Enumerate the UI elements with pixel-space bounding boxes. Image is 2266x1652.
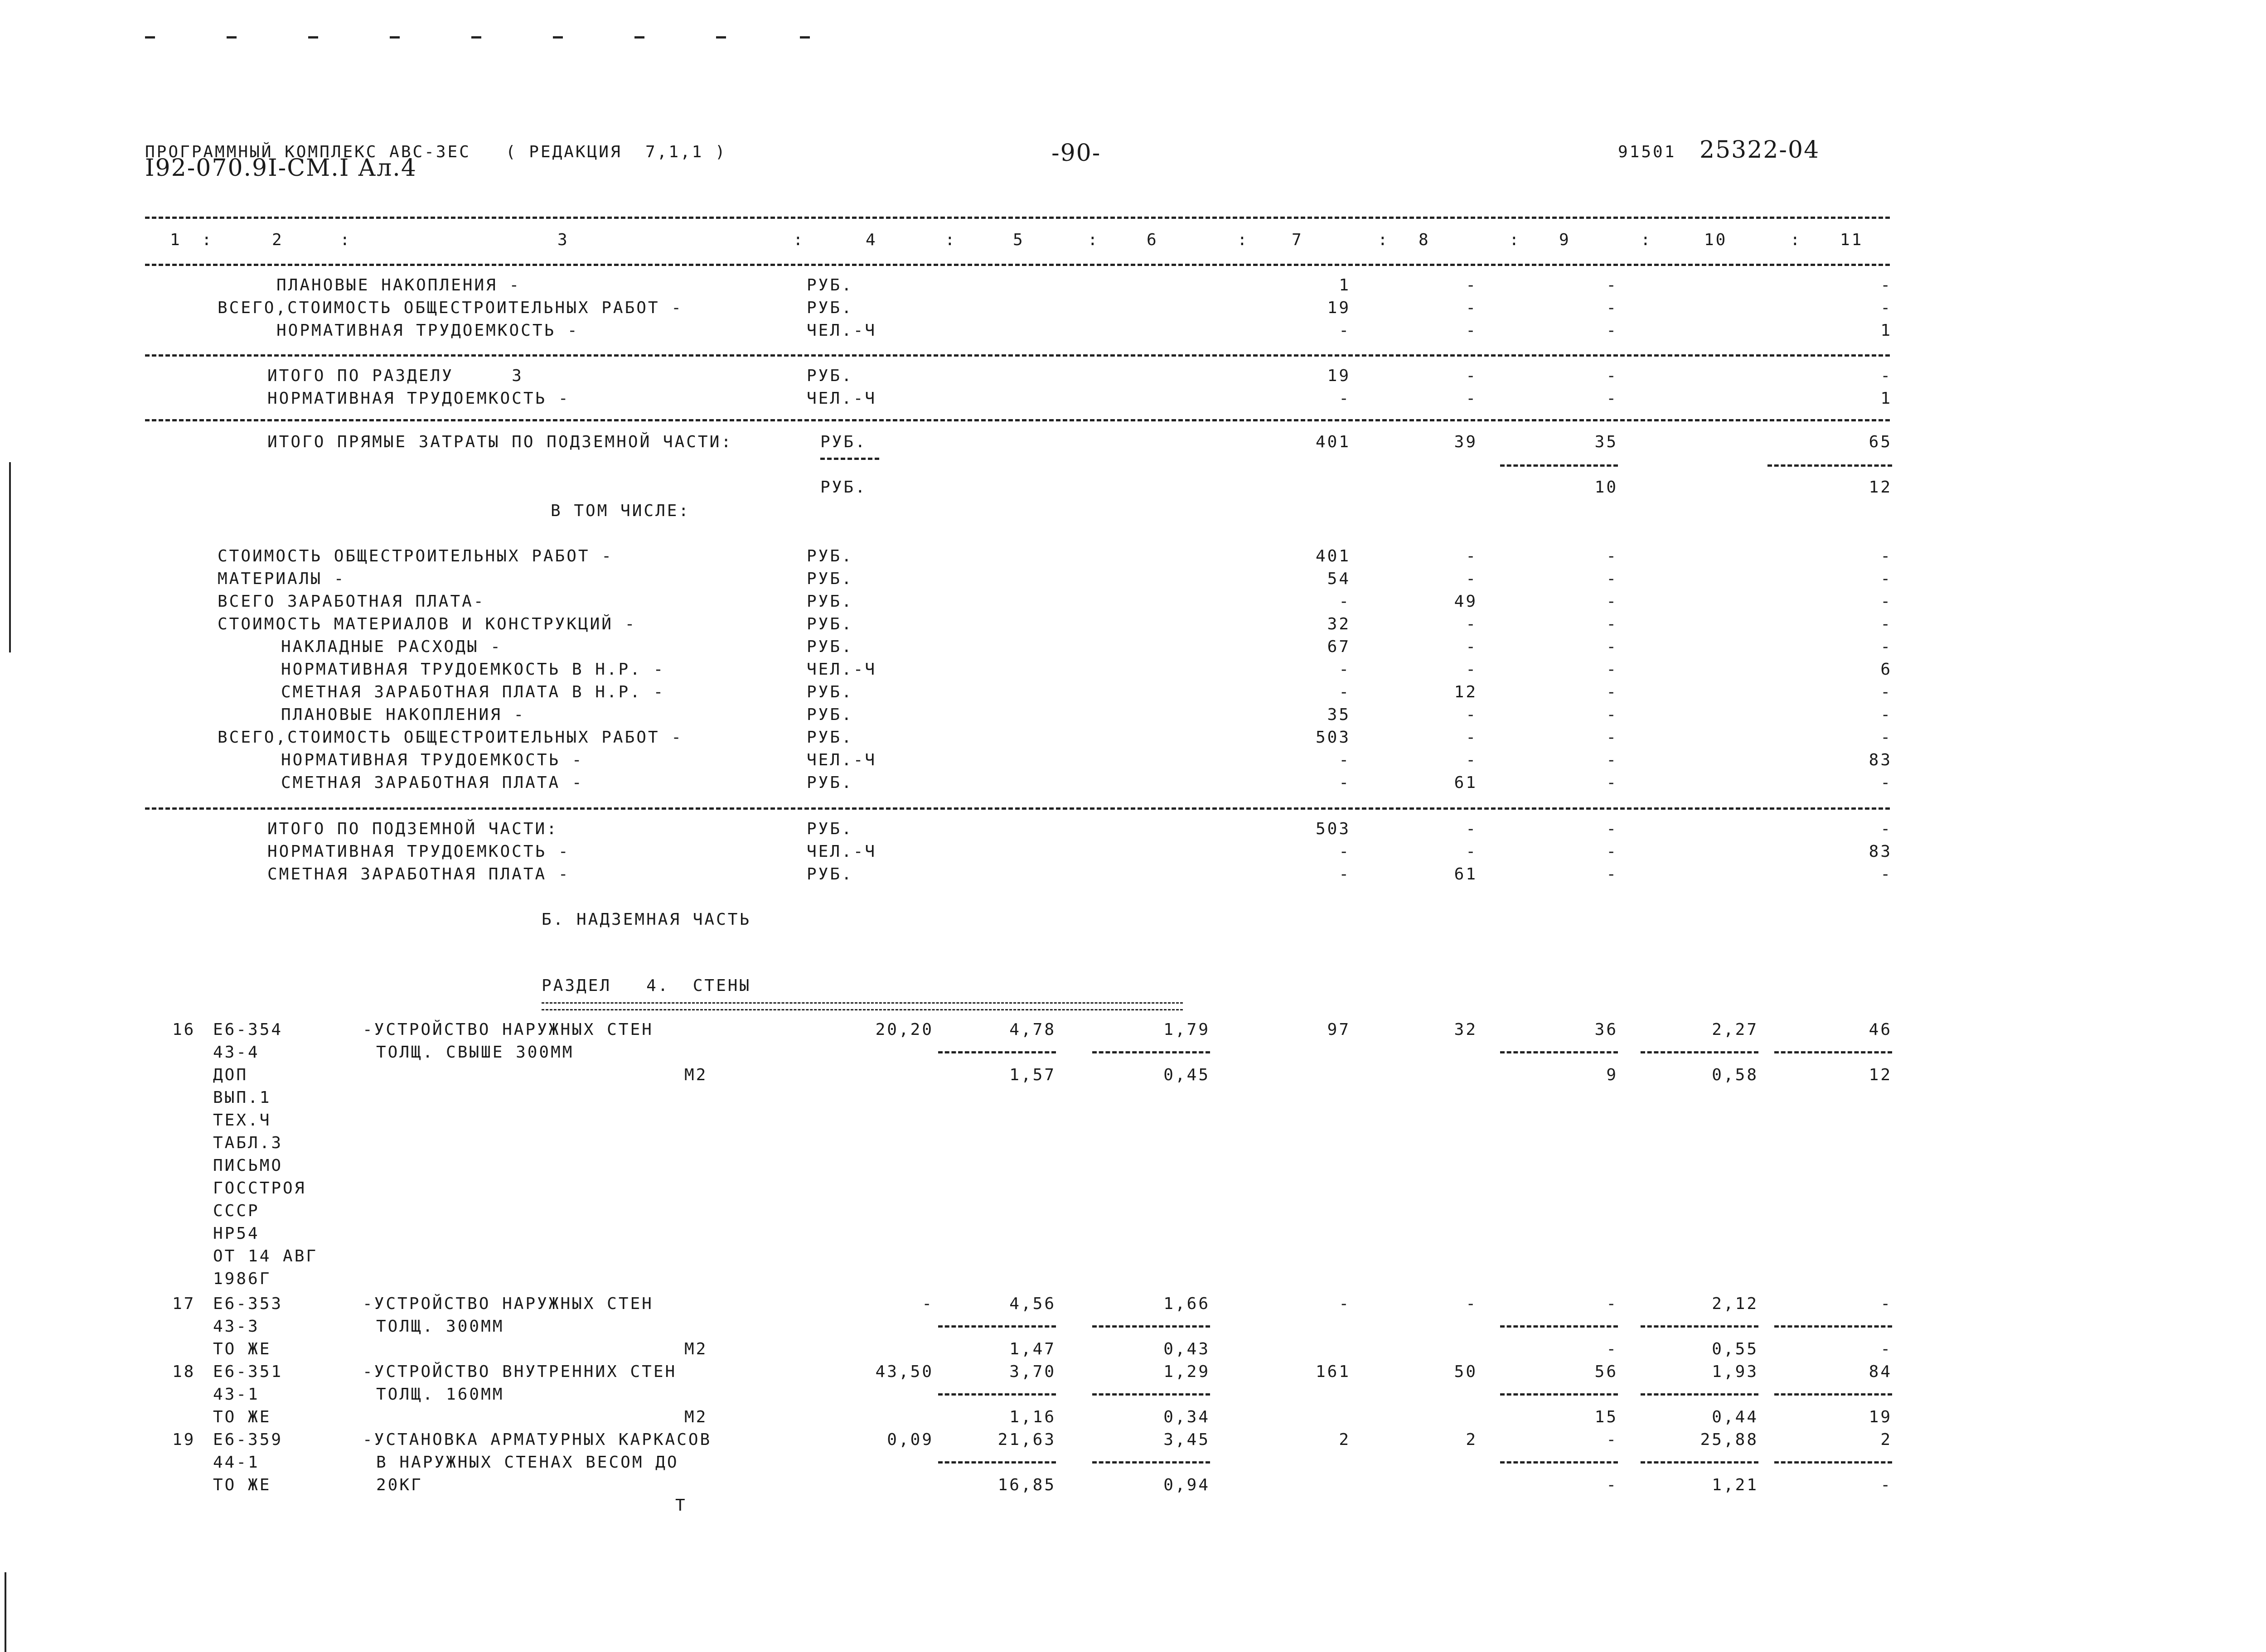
value-c10: 1,93	[1712, 1362, 1758, 1381]
row-label: СМЕТНАЯ ЗАРАБОТНАЯ ПЛАТА В Н.Р. -	[281, 683, 665, 701]
value-c9: -	[1606, 592, 1618, 611]
value-c11: 83	[1869, 842, 1892, 861]
value-c11: -	[1880, 276, 1892, 295]
value-c7: -	[1339, 592, 1351, 611]
row-unit: РУБ.	[807, 728, 853, 747]
value-c11: -	[1880, 683, 1892, 701]
column-header-9: 9	[1559, 231, 1571, 249]
row-unit: РУБ.	[807, 547, 853, 565]
item-code-line: ПИСЬМО	[213, 1156, 283, 1175]
value-c9: -	[1606, 547, 1618, 565]
row-unit: РУБ.	[807, 570, 853, 588]
value-c9: -	[1606, 389, 1618, 408]
row-label: ВСЕГО ЗАРАБОТНАЯ ПЛАТА-	[218, 592, 485, 611]
row-unit: РУБ.	[820, 433, 867, 451]
item-code-line: ТО ЖЕ	[213, 1408, 271, 1426]
rule	[145, 807, 1890, 810]
value-c11: 83	[1869, 751, 1892, 769]
row-label: НОРМАТИВНАЯ ТРУДОЕМКОСТЬ -	[267, 842, 570, 861]
item-name-line: -УСТАНОВКА АРМАТУРНЫХ КАРКАСОВ	[363, 1430, 712, 1449]
row-unit: РУБ.	[807, 683, 853, 701]
row-label: НОРМАТИВНАЯ ТРУДОЕМКОСТЬ -	[267, 389, 570, 408]
value-c9: 56	[1594, 1362, 1618, 1381]
value-c7: 97	[1327, 1020, 1351, 1039]
part-b-heading: Б. НАДЗЕМНАЯ ЧАСТЬ	[542, 910, 751, 929]
value-c8: 61	[1454, 865, 1477, 884]
value-c11: 12	[1869, 478, 1892, 497]
value-c8: -	[1466, 321, 1477, 340]
column-separator: :	[793, 231, 805, 249]
rule	[1774, 1325, 1892, 1328]
column-header-6: 6	[1147, 231, 1158, 249]
column-separator: :	[1509, 231, 1521, 249]
item-name-line: В НАРУЖНЫХ СТЕНАХ ВЕСОМ ДО	[376, 1453, 679, 1472]
item-code-line: ВЫП.1	[213, 1088, 271, 1107]
row-unit: РУБ.	[807, 773, 853, 792]
value-c5b: 1,16	[1009, 1408, 1056, 1426]
value-c7: 503	[1315, 820, 1351, 838]
value-c9: -	[1606, 728, 1618, 747]
value-c7: 19	[1327, 299, 1351, 317]
row-unit: РУБ.	[820, 478, 867, 497]
row-label: ВСЕГО,СТОИМОСТЬ ОБЩЕСТРОИТЕЛЬНЫХ РАБОТ -	[218, 728, 683, 747]
value-c6b: 0,45	[1163, 1066, 1210, 1084]
item-code-line: ДОП	[213, 1066, 248, 1084]
value-c8: -	[1466, 367, 1477, 385]
value-c11: -	[1880, 547, 1892, 565]
row-unit: ЧЕЛ.-Ч	[807, 321, 877, 340]
value-c7: -	[1339, 1295, 1351, 1313]
value-c9: -	[1606, 1430, 1618, 1449]
item-number: 16	[172, 1020, 196, 1039]
value-c9: -	[1606, 570, 1618, 588]
item-code-line: 43-1	[213, 1385, 260, 1404]
double-rule	[542, 1002, 1183, 1010]
value-c11: -	[1880, 820, 1892, 838]
document-number: 25322-04	[1700, 136, 1820, 164]
value-c9: 10	[1594, 478, 1618, 497]
value-c8: -	[1466, 615, 1477, 633]
project-code: I92-070.9I-СМ.I Ал.4	[145, 155, 417, 182]
column-header-4: 4	[866, 231, 877, 249]
value-c9b: 9	[1606, 1066, 1618, 1084]
value-c5: 3,70	[1009, 1362, 1056, 1381]
value-c11: -	[1880, 728, 1892, 747]
value-c7: 161	[1315, 1362, 1351, 1381]
value-c8: -	[1466, 1295, 1477, 1313]
value-c11: -	[1880, 773, 1892, 792]
row-unit: ЧЕЛ.-Ч	[807, 660, 877, 679]
value-c9: -	[1606, 705, 1618, 724]
value-c11: 65	[1869, 433, 1892, 451]
value-c8: 32	[1454, 1020, 1477, 1039]
column-separator: :	[202, 231, 213, 249]
value-c11: 1	[1880, 389, 1892, 408]
item-code-line: ГОССТРОЯ	[213, 1179, 306, 1198]
value-c9: -	[1606, 276, 1618, 295]
section-4-heading: РАЗДЕЛ 4. СТЕНЫ	[542, 976, 751, 995]
left-margin-mark	[9, 462, 11, 652]
value-c7: -	[1339, 660, 1351, 679]
value-c7: -	[1339, 321, 1351, 340]
row-label: ПЛАНОВЫЕ НАКОПЛЕНИЯ -	[281, 705, 526, 724]
row-label: СТОИМОСТЬ МАТЕРИАЛОВ И КОНСТРУКЦИЙ -	[218, 615, 637, 633]
value-c11: -	[1880, 865, 1892, 884]
item-name-line: ТОЛЩ. СВЫШЕ 300ММ	[376, 1043, 574, 1062]
value-c11: -	[1880, 705, 1892, 724]
row-unit: РУБ.	[807, 367, 853, 385]
rule	[820, 458, 879, 460]
value-c8: -	[1466, 842, 1477, 861]
item-name-line: -УСТРОЙСТВО НАРУЖНЫХ СТЕН	[363, 1020, 654, 1039]
value-c11: -	[1880, 570, 1892, 588]
value-c6b: 0,34	[1163, 1408, 1210, 1426]
value-c11: 46	[1869, 1020, 1892, 1039]
row-unit: ЧЕЛ.-Ч	[807, 842, 877, 861]
value-c8: -	[1466, 705, 1477, 724]
value-c7: -	[1339, 751, 1351, 769]
rule	[145, 217, 1890, 219]
value-c9: -	[1606, 865, 1618, 884]
value-c8: -	[1466, 638, 1477, 656]
item-unit: М2	[684, 1340, 708, 1358]
value-c9: -	[1606, 751, 1618, 769]
rule	[1092, 1393, 1210, 1396]
value-c5b: 1,47	[1009, 1340, 1056, 1358]
value-c4: 43,50	[875, 1362, 934, 1381]
rule	[1500, 464, 1618, 467]
value-c10b: 0,58	[1712, 1066, 1758, 1084]
value-c7: 2	[1339, 1430, 1351, 1449]
column-header-2: 2	[272, 231, 284, 249]
item-name-line: -УСТРОЙСТВО ВНУТРЕННИХ СТЕН	[363, 1362, 677, 1381]
row-unit: РУБ.	[807, 865, 853, 884]
item-number: 18	[172, 1362, 196, 1381]
value-c9: -	[1606, 1295, 1618, 1313]
value-c8: -	[1466, 389, 1477, 408]
item-number: 17	[172, 1295, 196, 1313]
rule	[938, 1393, 1056, 1396]
value-c11: 2	[1880, 1430, 1892, 1449]
value-c8: -	[1466, 820, 1477, 838]
value-c8: -	[1466, 547, 1477, 565]
value-c6: 1,66	[1163, 1295, 1210, 1313]
page-number: -90-	[1051, 140, 1101, 167]
row-label: СТОИМОСТЬ ОБЩЕСТРОИТЕЛЬНЫХ РАБОТ -	[218, 547, 613, 565]
value-c10b: 1,21	[1712, 1476, 1758, 1494]
value-c7: 35	[1327, 705, 1351, 724]
rule	[1641, 1393, 1758, 1396]
row-unit: РУБ.	[807, 820, 853, 838]
rule	[938, 1051, 1056, 1053]
value-c7: 32	[1327, 615, 1351, 633]
item-code-line: Е6-353	[213, 1295, 283, 1313]
value-c10: 2,12	[1712, 1295, 1758, 1313]
value-c8: 12	[1454, 683, 1477, 701]
rule	[1500, 1325, 1618, 1328]
value-c7: -	[1339, 865, 1351, 884]
value-c8: -	[1466, 276, 1477, 295]
rule	[145, 354, 1890, 357]
value-c11: -	[1880, 592, 1892, 611]
value-c6b: 0,94	[1163, 1476, 1210, 1494]
value-c7: -	[1339, 842, 1351, 861]
value-c4: 20,20	[875, 1020, 934, 1039]
column-separator: :	[1641, 231, 1652, 249]
row-label: НОРМАТИВНАЯ ТРУДОЕМКОСТЬ -	[276, 321, 579, 340]
rule	[145, 264, 1890, 266]
value-c6: 1,79	[1163, 1020, 1210, 1039]
item-code-line: Е6-354	[213, 1020, 283, 1039]
row-label: ИТОГО ПО ПОДЗЕМНОЙ ЧАСТИ:	[267, 820, 558, 838]
row-unit: РУБ.	[807, 638, 853, 656]
item-name-line: ТОЛЩ. 300ММ	[376, 1317, 504, 1336]
value-c6: 1,29	[1163, 1362, 1210, 1381]
value-c4: -	[922, 1295, 934, 1313]
value-c5: 21,63	[997, 1430, 1056, 1449]
including-heading: В ТОМ ЧИСЛЕ:	[551, 502, 691, 520]
row-label: СМЕТНАЯ ЗАРАБОТНАЯ ПЛАТА -	[281, 773, 584, 792]
value-c9b: -	[1606, 1476, 1618, 1494]
rule	[145, 419, 1890, 421]
column-separator: :	[1088, 231, 1099, 249]
column-separator: :	[1790, 231, 1802, 249]
rule	[1641, 1461, 1758, 1464]
value-c9: -	[1606, 321, 1618, 340]
value-c5b: 16,85	[997, 1476, 1056, 1494]
program-header: ПРОГРАММНЫЙ КОМПЛЕКС АВС-3ЕС ( РЕДАКЦИЯ 7,1,1 )	[145, 143, 727, 161]
item-name-line: ТОЛЩ. 160ММ	[376, 1385, 504, 1404]
item-code-line: НР54	[213, 1224, 260, 1243]
value-c11: -	[1880, 367, 1892, 385]
value-c7: 503	[1315, 728, 1351, 747]
row-unit: РУБ.	[807, 705, 853, 724]
value-c5b: 1,57	[1009, 1066, 1056, 1084]
row-label: ВСЕГО,СТОИМОСТЬ ОБЩЕСТРОИТЕЛЬНЫХ РАБОТ -	[218, 299, 683, 317]
item-code-line: 44-1	[213, 1453, 260, 1472]
value-c9: -	[1606, 820, 1618, 838]
header-code: 91501	[1618, 143, 1676, 161]
value-c5: 4,56	[1009, 1295, 1056, 1313]
item-code-line: Е6-351	[213, 1362, 283, 1381]
value-c10: 25,88	[1700, 1430, 1758, 1449]
item-code-line: ТО ЖЕ	[213, 1340, 271, 1358]
value-c9: -	[1606, 842, 1618, 861]
value-c9: 35	[1594, 433, 1618, 451]
row-unit: РУБ.	[807, 592, 853, 611]
value-c8: -	[1466, 728, 1477, 747]
rule	[1774, 1461, 1892, 1464]
value-c11b: -	[1880, 1476, 1892, 1494]
value-c7: 54	[1327, 570, 1351, 588]
rule	[1092, 1051, 1210, 1053]
value-c9: -	[1606, 615, 1618, 633]
value-c7: 19	[1327, 367, 1351, 385]
value-c11: -	[1880, 638, 1892, 656]
rule	[938, 1325, 1056, 1328]
value-c7: -	[1339, 683, 1351, 701]
value-c9: -	[1606, 683, 1618, 701]
value-c7: 67	[1327, 638, 1351, 656]
value-c11: 6	[1880, 660, 1892, 679]
value-c8: 2	[1466, 1430, 1477, 1449]
value-c7: 1	[1339, 276, 1351, 295]
value-c11: 1	[1880, 321, 1892, 340]
column-header-8: 8	[1419, 231, 1430, 249]
rule	[1767, 464, 1892, 467]
value-c11: -	[1880, 1295, 1892, 1313]
column-header-5: 5	[1013, 231, 1025, 249]
column-header-7: 7	[1292, 231, 1303, 249]
column-header-1: 1	[170, 231, 182, 249]
rule	[1500, 1051, 1618, 1053]
rule	[1641, 1051, 1758, 1053]
value-c7: -	[1339, 389, 1351, 408]
column-header-3: 3	[557, 231, 569, 249]
value-c8: 50	[1454, 1362, 1477, 1381]
rule	[1500, 1393, 1618, 1396]
value-c4: 0,09	[887, 1430, 934, 1449]
value-c9: 36	[1594, 1020, 1618, 1039]
item-code-line: 43-3	[213, 1317, 260, 1336]
value-c9b: 15	[1594, 1408, 1618, 1426]
value-c11b: 19	[1869, 1408, 1892, 1426]
value-c9: -	[1606, 367, 1618, 385]
item-code-line: СССР	[213, 1202, 260, 1220]
item-code-line: ТЕХ.Ч	[213, 1111, 271, 1130]
rule	[1092, 1325, 1210, 1328]
item-name-line: 20КГ	[376, 1476, 423, 1494]
value-c5: 4,78	[1009, 1020, 1056, 1039]
direct-costs-label: ИТОГО ПРЯМЫЕ ЗАТРАТЫ ПО ПОДЗЕМНОЙ ЧАСТИ:	[267, 433, 733, 451]
row-label: НОРМАТИВНАЯ ТРУДОЕМКОСТЬ В Н.Р. -	[281, 660, 665, 679]
value-c8: -	[1466, 751, 1477, 769]
value-c11b: 12	[1869, 1066, 1892, 1084]
value-c11: 84	[1869, 1362, 1892, 1381]
rule	[1774, 1393, 1892, 1396]
value-c7: 401	[1315, 547, 1351, 565]
row-unit: РУБ.	[807, 299, 853, 317]
value-c9: -	[1606, 660, 1618, 679]
value-c9: -	[1606, 299, 1618, 317]
item-code-line: ТАБЛ.3	[213, 1134, 283, 1152]
column-header-10: 10	[1704, 231, 1728, 249]
row-label: МАТЕРИАЛЫ -	[218, 570, 346, 588]
value-c11b: -	[1880, 1340, 1892, 1358]
value-c11: -	[1880, 299, 1892, 317]
row-unit: РУБ.	[807, 276, 853, 295]
value-c8: 39	[1454, 433, 1477, 451]
item-code-line: ОТ 14 АВГ	[213, 1247, 318, 1266]
column-separator: :	[1378, 231, 1390, 249]
rule	[1092, 1461, 1210, 1464]
item-code-line: 43-4	[213, 1043, 260, 1062]
rule	[1641, 1325, 1758, 1328]
value-c7: -	[1339, 773, 1351, 792]
row-unit: ЧЕЛ.-Ч	[807, 389, 877, 408]
item-unit: Т	[675, 1496, 687, 1515]
column-header-11: 11	[1840, 231, 1864, 249]
item-code-line: Е6-359	[213, 1430, 283, 1449]
rule	[1500, 1461, 1618, 1464]
value-c8: -	[1466, 660, 1477, 679]
value-c8: -	[1466, 299, 1477, 317]
row-unit: РУБ.	[807, 615, 853, 633]
column-separator: :	[1237, 231, 1249, 249]
rule	[938, 1461, 1056, 1464]
value-c9: -	[1606, 773, 1618, 792]
value-c8: 61	[1454, 773, 1477, 792]
left-binding-mark	[5, 1572, 6, 1652]
row-unit: ЧЕЛ.-Ч	[807, 751, 877, 769]
row-label: НАКЛАДНЫЕ РАСХОДЫ -	[281, 638, 502, 656]
value-c9: -	[1606, 638, 1618, 656]
row-label: СМЕТНАЯ ЗАРАБОТНАЯ ПЛАТА -	[267, 865, 570, 884]
value-c10: 2,27	[1712, 1020, 1758, 1039]
column-separator: :	[340, 231, 352, 249]
item-unit: М2	[684, 1408, 708, 1426]
value-c6: 3,45	[1163, 1430, 1210, 1449]
value-c9b: -	[1606, 1340, 1618, 1358]
value-c7: 401	[1315, 433, 1351, 451]
item-unit: М2	[684, 1066, 708, 1084]
value-c8: 49	[1454, 592, 1477, 611]
row-label: НОРМАТИВНАЯ ТРУДОЕМКОСТЬ -	[281, 751, 584, 769]
value-c6b: 0,43	[1163, 1340, 1210, 1358]
item-code-line: 1986Г	[213, 1270, 271, 1288]
value-c10b: 0,44	[1712, 1408, 1758, 1426]
item-number: 19	[172, 1430, 196, 1449]
column-separator: :	[945, 231, 957, 249]
rule	[1774, 1051, 1892, 1053]
row-label: ИТОГО ПО РАЗДЕЛУ 3	[267, 367, 523, 385]
item-name-line: -УСТРОЙСТВО НАРУЖНЫХ СТЕН	[363, 1295, 654, 1313]
value-c10b: 0,55	[1712, 1340, 1758, 1358]
row-label: ПЛАНОВЫЕ НАКОПЛЕНИЯ -	[276, 276, 521, 295]
value-c11: -	[1880, 615, 1892, 633]
value-c8: -	[1466, 570, 1477, 588]
item-code-line: ТО ЖЕ	[213, 1476, 271, 1494]
